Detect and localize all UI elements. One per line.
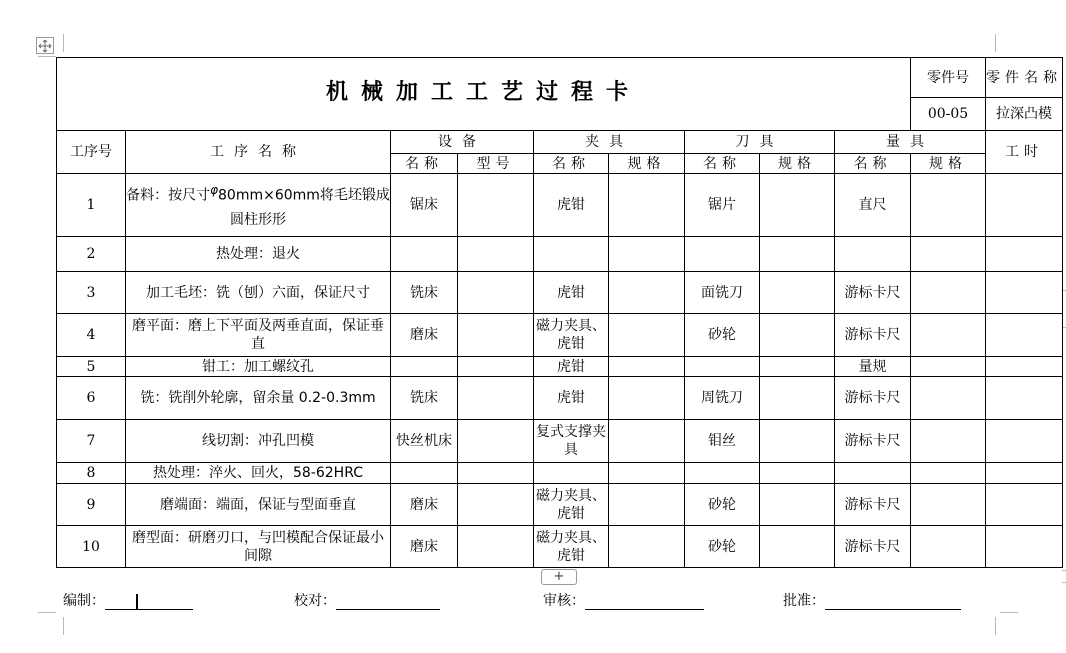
cutter-spec[interactable] xyxy=(760,174,835,237)
cutter-spec[interactable] xyxy=(760,272,835,314)
row-resize-tick xyxy=(1062,582,1066,583)
header-step-no: 工序号 xyxy=(57,131,126,174)
cutter-name[interactable]: 面铣刀 xyxy=(685,272,760,314)
checked-by-label: 校对： xyxy=(294,593,336,609)
header-equipment: 设备 xyxy=(391,131,534,154)
step-description[interactable] xyxy=(126,174,391,237)
work-hours[interactable] xyxy=(986,357,1063,377)
cutter-name[interactable]: 砂轮 xyxy=(685,484,760,526)
cutter-spec[interactable] xyxy=(760,377,835,420)
gauge-name[interactable]: 游标卡尺 xyxy=(835,526,911,568)
gauge-name[interactable] xyxy=(835,463,911,484)
equipment-model[interactable] xyxy=(458,237,534,272)
table-row xyxy=(57,357,1063,377)
step-description-text: 备料：按尺寸 xyxy=(126,187,211,204)
gauge-name[interactable]: 直尺 xyxy=(835,174,911,237)
equipment-name[interactable]: 铣床 xyxy=(391,272,458,314)
fixture-spec[interactable] xyxy=(609,314,685,357)
page-corner-mark xyxy=(63,617,64,635)
footer-reviewed xyxy=(543,590,704,610)
fixture-name[interactable] xyxy=(534,463,609,484)
work-hours[interactable] xyxy=(986,420,1063,463)
step-no[interactable]: 4 xyxy=(57,314,126,357)
table-row xyxy=(57,314,1063,357)
fixture-spec[interactable] xyxy=(609,237,685,272)
part-name-value[interactable]: 拉深凸模 xyxy=(986,98,1063,131)
equipment-name[interactable]: 磨床 xyxy=(391,526,458,568)
gauge-name[interactable]: 量规 xyxy=(835,357,911,377)
cutter-spec[interactable] xyxy=(760,463,835,484)
step-no[interactable]: 5 xyxy=(57,357,126,377)
gauge-spec[interactable] xyxy=(911,272,986,314)
cutter-name[interactable] xyxy=(685,463,760,484)
header-step-name: 工序名称 xyxy=(126,131,391,174)
table-row xyxy=(57,377,1063,420)
compiled-by-field[interactable] xyxy=(105,593,193,610)
text-cursor xyxy=(136,594,138,610)
work-hours[interactable] xyxy=(986,272,1063,314)
add-row-button[interactable]: + xyxy=(541,569,577,585)
footer-checked xyxy=(294,590,440,610)
cutter-spec[interactable] xyxy=(760,357,835,377)
gauge-spec[interactable] xyxy=(911,484,986,526)
step-no[interactable]: 2 xyxy=(57,237,126,272)
subheader-cutter-name: 名称 xyxy=(685,154,760,174)
gauge-name[interactable]: 游标卡尺 xyxy=(835,377,911,420)
equipment-model[interactable] xyxy=(458,174,534,237)
page-corner-mark xyxy=(38,56,56,57)
part-name-label: 零件名称 xyxy=(986,58,1063,98)
step-no[interactable]: 7 xyxy=(57,420,126,463)
gauge-name[interactable]: 游标卡尺 xyxy=(835,272,911,314)
subheader-gauge-name: 名称 xyxy=(835,154,911,174)
fixture-spec[interactable] xyxy=(609,526,685,568)
page-corner-mark xyxy=(38,612,56,613)
gauge-spec[interactable] xyxy=(911,174,986,237)
step-no[interactable]: 10 xyxy=(57,526,126,568)
fixture-spec[interactable] xyxy=(609,357,685,377)
step-description[interactable]: 磨平面：磨上下平面及两垂直面，保证垂直 xyxy=(126,314,391,357)
step-no[interactable]: 3 xyxy=(57,272,126,314)
fixture-name[interactable]: 虎钳 xyxy=(534,377,609,420)
step-no[interactable]: 8 xyxy=(57,463,126,484)
equipment-name[interactable]: 锯床 xyxy=(391,174,458,237)
header-cutter: 刀具 xyxy=(685,131,835,154)
table-row xyxy=(57,484,1063,526)
cutter-name[interactable] xyxy=(685,357,760,377)
cutter-name[interactable]: 砂轮 xyxy=(685,526,760,568)
gauge-spec[interactable] xyxy=(911,357,986,377)
part-no-label: 零件号 xyxy=(911,58,986,98)
step-description[interactable]: 磨型面：研磨刃口，与凹模配合保证最小间隙 xyxy=(126,526,391,568)
table-move-handle[interactable] xyxy=(36,37,54,54)
equipment-model[interactable] xyxy=(458,314,534,357)
process-card-table xyxy=(56,57,1063,568)
page-corner-mark xyxy=(995,34,996,52)
equipment-model[interactable] xyxy=(458,377,534,420)
equipment-model[interactable] xyxy=(458,463,534,484)
cutter-spec[interactable] xyxy=(760,420,835,463)
cutter-name[interactable]: 周铣刀 xyxy=(685,377,760,420)
gauge-name[interactable]: 游标卡尺 xyxy=(835,314,911,357)
fixture-spec[interactable] xyxy=(609,420,685,463)
equipment-name[interactable]: 磨床 xyxy=(391,484,458,526)
table-row xyxy=(57,463,1063,484)
step-description[interactable]: 热处理：退火 xyxy=(126,237,391,272)
work-hours[interactable] xyxy=(986,174,1063,237)
table-row xyxy=(57,174,1063,237)
fixture-name[interactable]: 磁力夹具、虎钳 xyxy=(534,526,609,568)
equipment-model[interactable] xyxy=(458,484,534,526)
work-hours[interactable] xyxy=(986,463,1063,484)
equipment-model[interactable] xyxy=(458,357,534,377)
step-description[interactable]: 铣：铣削外轮廓，留余量 0.2-0.3mm xyxy=(126,377,391,420)
fixture-spec[interactable] xyxy=(609,463,685,484)
gauge-name[interactable] xyxy=(835,237,911,272)
fixture-name[interactable] xyxy=(534,237,609,272)
row-resize-tick xyxy=(1062,570,1066,571)
work-hours[interactable] xyxy=(986,237,1063,272)
equipment-model[interactable] xyxy=(458,420,534,463)
equipment-model[interactable] xyxy=(458,526,534,568)
gauge-spec[interactable] xyxy=(911,463,986,484)
reviewed-by-field[interactable] xyxy=(585,593,704,610)
step-no[interactable]: 6 xyxy=(57,377,126,420)
step-description[interactable]: 钳工：加工螺纹孔 xyxy=(126,357,391,377)
cutter-name[interactable]: 钼丝 xyxy=(685,420,760,463)
equipment-name[interactable] xyxy=(391,237,458,272)
gauge-spec[interactable] xyxy=(911,526,986,568)
cutter-spec[interactable] xyxy=(760,237,835,272)
equipment-model[interactable] xyxy=(458,272,534,314)
card-title-cell xyxy=(57,58,911,131)
cutter-name[interactable] xyxy=(685,237,760,272)
subheader-fixture-name: 名称 xyxy=(534,154,609,174)
equipment-name[interactable]: 快丝机床 xyxy=(391,420,458,463)
equipment-name[interactable] xyxy=(391,357,458,377)
subheader-cutter-spec: 规格 xyxy=(760,154,835,174)
page-corner-mark xyxy=(1000,612,1018,613)
table-row xyxy=(57,420,1063,463)
gauge-spec[interactable] xyxy=(911,237,986,272)
fixture-name[interactable]: 虎钳 xyxy=(534,357,609,377)
phi-symbol: φ xyxy=(210,183,218,198)
fixture-name[interactable]: 虎钳 xyxy=(534,272,609,314)
gauge-spec[interactable] xyxy=(911,420,986,463)
work-hours[interactable] xyxy=(986,377,1063,420)
checked-by-field[interactable] xyxy=(336,593,440,610)
approved-by-label: 批准： xyxy=(783,593,825,609)
step-no[interactable]: 9 xyxy=(57,484,126,526)
header-work-hours: 工时 xyxy=(986,131,1063,174)
gauge-spec[interactable] xyxy=(911,314,986,357)
cutter-spec[interactable] xyxy=(760,484,835,526)
equipment-name[interactable] xyxy=(391,463,458,484)
move-icon xyxy=(38,39,52,53)
part-no-value[interactable]: 00-05 xyxy=(911,98,986,131)
cutter-spec[interactable] xyxy=(760,526,835,568)
subheader-gauge-spec: 规格 xyxy=(911,154,986,174)
approved-by-field[interactable] xyxy=(825,593,961,610)
table-row xyxy=(57,272,1063,314)
table-row xyxy=(57,526,1063,568)
work-hours[interactable] xyxy=(986,484,1063,526)
step-description[interactable]: 热处理：淬火、回火，58-62HRC xyxy=(126,463,391,484)
fixture-name[interactable]: 复式支撑夹具 xyxy=(534,420,609,463)
cutter-name[interactable]: 锯片 xyxy=(685,174,760,237)
equipment-name[interactable]: 铣床 xyxy=(391,377,458,420)
header-gauge: 量具 xyxy=(835,131,986,154)
compiled-by-label: 编制： xyxy=(63,593,105,609)
fixture-name[interactable]: 磁力夹具、虎钳 xyxy=(534,314,609,357)
step-description[interactable]: 磨端面：端面，保证与型面垂直 xyxy=(126,484,391,526)
gauge-name[interactable]: 游标卡尺 xyxy=(835,420,911,463)
fixture-spec[interactable] xyxy=(609,272,685,314)
gauge-spec[interactable] xyxy=(911,377,986,420)
footer-approved xyxy=(783,590,961,610)
equipment-name[interactable]: 磨床 xyxy=(391,314,458,357)
subheader-fixture-spec: 规格 xyxy=(609,154,685,174)
step-description[interactable]: 加工毛坯：铣（刨）六面，保证尺寸 xyxy=(126,272,391,314)
header-fixture: 夹具 xyxy=(534,131,685,154)
fixture-name[interactable]: 虎钳 xyxy=(534,174,609,237)
work-hours[interactable] xyxy=(986,314,1063,357)
card-title: 机械加工工艺过程卡 xyxy=(326,80,642,105)
cutter-name[interactable]: 砂轮 xyxy=(685,314,760,357)
footer-compiled xyxy=(63,590,193,610)
work-hours[interactable] xyxy=(986,526,1063,568)
gauge-name[interactable]: 游标卡尺 xyxy=(835,484,911,526)
fixture-spec[interactable] xyxy=(609,377,685,420)
fixture-name[interactable]: 磁力夹具、虎钳 xyxy=(534,484,609,526)
page-corner-mark xyxy=(995,617,996,635)
page-corner-mark xyxy=(63,34,64,52)
step-description[interactable]: 线切割：冲孔凹模 xyxy=(126,420,391,463)
step-description-text: 80mm×60mm将毛坯锻成圆柱形形 xyxy=(218,187,390,228)
fixture-spec[interactable] xyxy=(609,174,685,237)
fixture-spec[interactable] xyxy=(609,484,685,526)
subheader-equipment-model: 型号 xyxy=(458,154,534,174)
subheader-equipment-name: 名称 xyxy=(391,154,458,174)
table-row xyxy=(57,237,1063,272)
reviewed-by-label: 审核： xyxy=(543,593,585,609)
cutter-spec[interactable] xyxy=(760,314,835,357)
step-no[interactable]: 1 xyxy=(57,174,126,237)
